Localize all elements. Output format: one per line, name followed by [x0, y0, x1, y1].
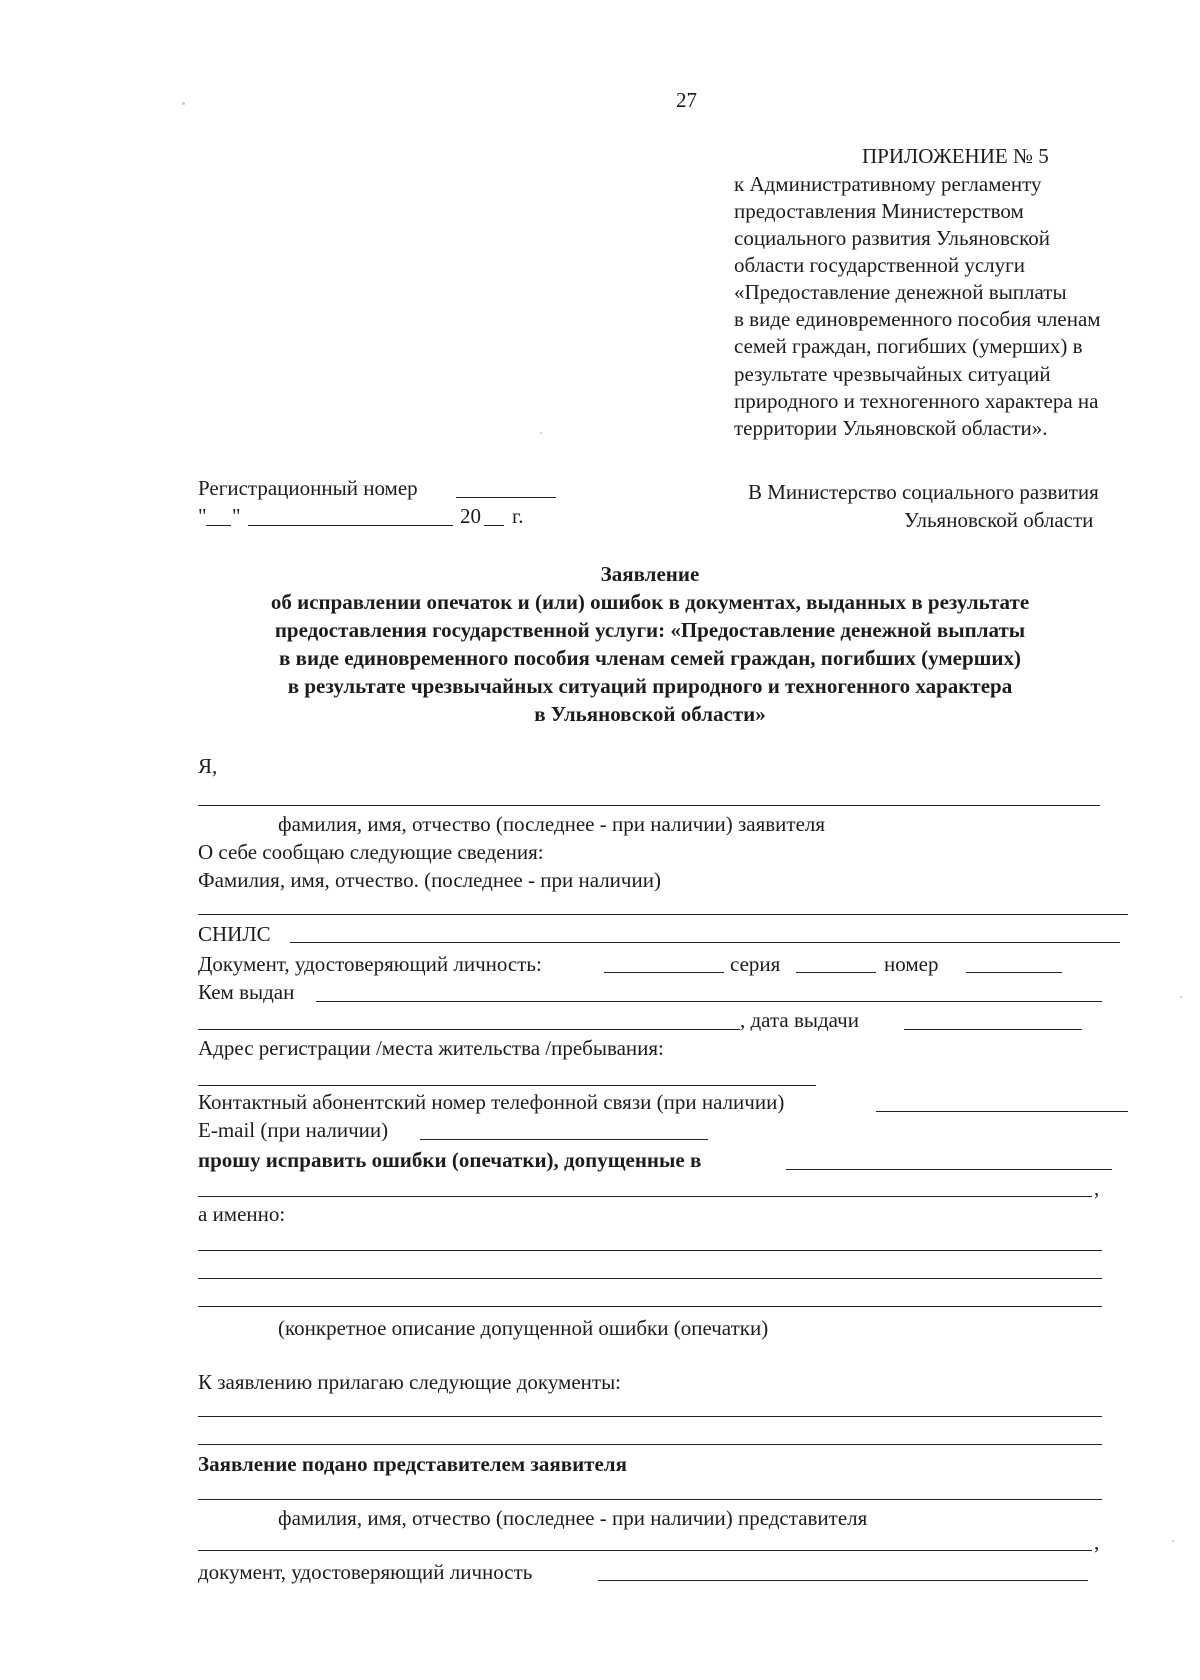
scan-speck [540, 432, 542, 434]
annex-line: социального развития Ульяновской [734, 226, 1050, 250]
scan-speck [182, 102, 185, 105]
annex-line: результате чрезвычайных ситуаций [734, 362, 1051, 386]
issued-by-field-2[interactable] [198, 1029, 740, 1030]
issued-by-label: Кем выдан [198, 980, 295, 1004]
snils-label: СНИЛС [198, 922, 271, 946]
namely-label: а именно: [198, 1202, 286, 1226]
date-year-label: 20 [460, 504, 481, 528]
registration-number-field[interactable] [456, 497, 556, 498]
request-comma: , [1094, 1176, 1100, 1200]
applicant-caption: фамилия, имя, отчество (последнее - при наличии) заявителя [278, 812, 826, 836]
phone-field[interactable] [876, 1111, 1128, 1112]
fio-field[interactable] [198, 914, 1128, 915]
annex-line: «Предоставление денежной выплаты [734, 280, 1067, 304]
snils-field[interactable] [290, 942, 1120, 943]
document-title-line: в Ульяновской области» [534, 702, 766, 726]
date-year-suffix: г. [512, 504, 524, 528]
document-title: Заявление [600, 562, 700, 586]
attachments-label: К заявлению прилагаю следующие документы: [198, 1370, 622, 1394]
error-description-field-2[interactable] [198, 1278, 1102, 1279]
addressee-line2: Ульяновской области [904, 508, 1094, 532]
attachments-field-1[interactable] [198, 1416, 1102, 1417]
error-caption: (конкретное описание допущенной ошибки (опечатки) [278, 1316, 769, 1340]
issue-date-label: , дата выдачи [740, 1008, 859, 1032]
annex-line: территории Ульяновской области». [734, 416, 1048, 440]
request-field-2[interactable] [198, 1196, 1092, 1197]
representative-caption: фамилия, имя, отчество (последнее - при наличии) представителя [278, 1506, 868, 1530]
rep-id-doc-label: документ, удостоверяющий личность [198, 1560, 533, 1584]
scan-speck [1172, 1540, 1174, 1542]
address-label: Адрес регистрации /места жительства /пребывания: [198, 1036, 664, 1060]
scan-speck [1180, 996, 1182, 998]
request-field[interactable] [786, 1169, 1112, 1170]
date-year-field[interactable] [484, 525, 504, 526]
representative-comma: , [1094, 1530, 1100, 1554]
request-label: прошу исправить ошибки (опечатки), допущенные в [198, 1148, 702, 1172]
rep-id-doc-field[interactable] [598, 1580, 1088, 1581]
page-number: 27 [676, 88, 697, 112]
issue-date-field[interactable] [904, 1029, 1082, 1030]
email-field[interactable] [420, 1139, 708, 1140]
date-open-quote: " [198, 504, 207, 528]
annex-line: в виде единовременного пособия членам [734, 307, 1101, 331]
fio-label: Фамилия, имя, отчество. (последнее - при наличии) [198, 868, 661, 892]
registration-number-label: Регистрационный номер [198, 476, 418, 500]
email-label: E-mail (при наличии) [198, 1118, 389, 1142]
annex-line: природного и техногенного характера на [734, 389, 1099, 413]
address-field[interactable] [198, 1085, 816, 1086]
error-description-field-3[interactable] [198, 1306, 1102, 1307]
annex-heading: ПРИЛОЖЕНИЕ № 5 [862, 144, 1049, 168]
representative-heading: Заявление подано представителем заявителя [198, 1452, 627, 1476]
series-field[interactable] [796, 972, 876, 973]
annex-line: к Административному регламенту [734, 172, 1042, 196]
document-title-line: в виде единовременного пособия членам семей граждан, погибших (умерших) [279, 646, 1021, 670]
i-label: Я, [198, 754, 218, 778]
document-title-line: предоставления государственной услуги: «Предоставление денежной выплаты [274, 618, 1026, 642]
date-close-quote: " [232, 504, 241, 528]
document-title-line: об исправлении опечаток и (или) ошибок в документах, выданных в результате [270, 590, 1030, 614]
representative-name-field[interactable] [198, 1499, 1102, 1500]
representative-name-field-2[interactable] [198, 1550, 1092, 1551]
error-description-field-1[interactable] [198, 1250, 1102, 1251]
document-title-line: в результате чрезвычайных ситуаций природного и техногенного характера [287, 674, 1013, 698]
number-field[interactable] [966, 972, 1062, 973]
applicant-name-field[interactable] [198, 805, 1100, 806]
date-day-field[interactable] [206, 525, 231, 526]
annex-line: предоставления Министерством [734, 199, 1024, 223]
attachments-field-2[interactable] [198, 1444, 1102, 1445]
phone-label: Контактный абонентский номер телефонной связи (при наличии) [198, 1090, 785, 1114]
number-label: номер [884, 952, 939, 976]
date-month-field[interactable] [248, 525, 453, 526]
id-doc-type-field[interactable] [604, 972, 724, 973]
id-doc-label: Документ, удостоверяющий личность: [198, 952, 542, 976]
self-info-label: О себе сообщаю следующие сведения: [198, 840, 544, 864]
annex-line: семей граждан, погибших (умерших) в [734, 334, 1083, 358]
issued-by-field[interactable] [316, 1001, 1102, 1002]
addressee-line1: В Министерство социального развития [748, 480, 1099, 504]
annex-line: области государственной услуги [734, 253, 1026, 277]
series-label: серия [730, 952, 781, 976]
